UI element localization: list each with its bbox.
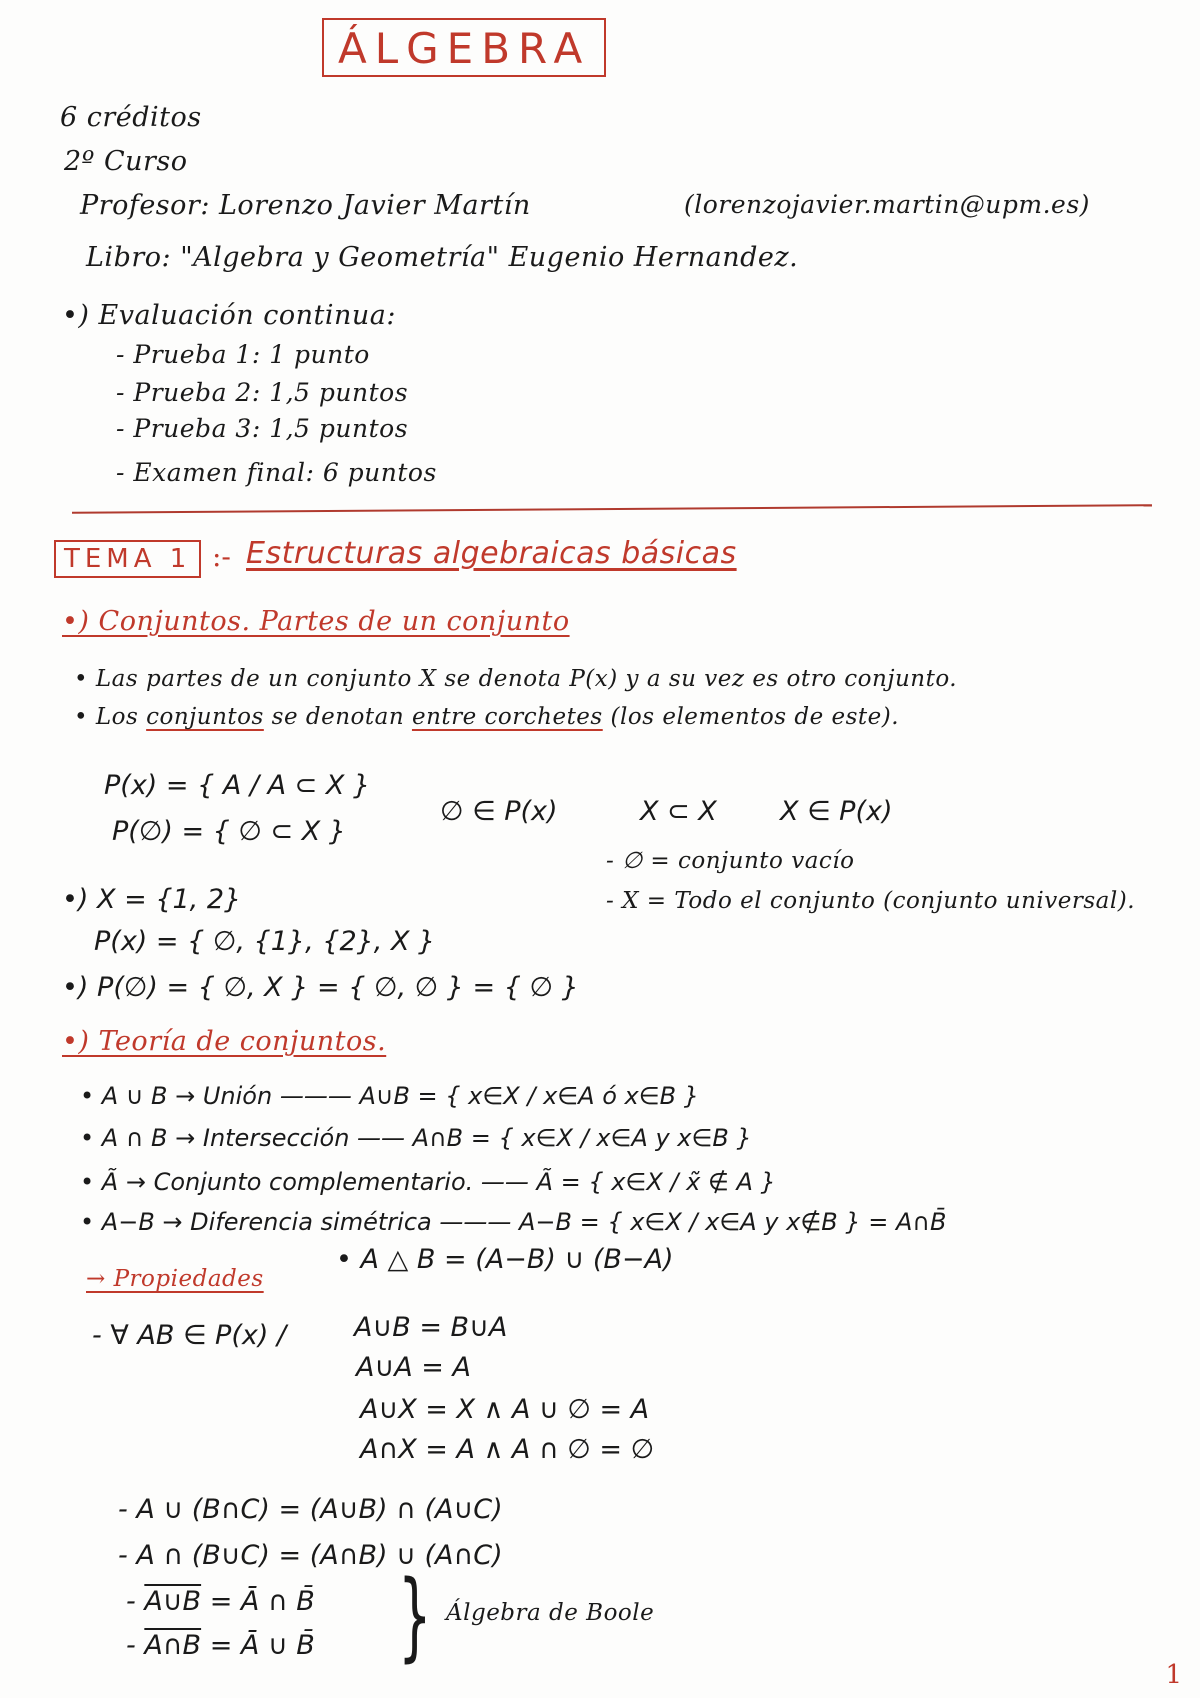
formula-x-subset: X ⊂ X: [640, 796, 717, 827]
def-union: • A ∪ B → Unión ——— A∪B = { x∈X / x∈A ó x∈B }: [80, 1082, 700, 1110]
brace-icon: }: [398, 1560, 432, 1672]
morgan-2-rhs: = Ā ∪ B̄: [209, 1630, 315, 1661]
morgan-1-lhs: A∪B: [144, 1586, 202, 1617]
course-text: 2º Curso: [64, 146, 188, 177]
def-diferencia: • A−B → Diferencia simétrica ——— A−B = { x∈X / x∈A y x∉B } = A∩B̄: [80, 1208, 947, 1236]
morgan-1-rhs: = Ā ∩ B̄: [209, 1586, 315, 1617]
tema-title: Estructuras algebraicas básicas: [246, 536, 737, 571]
bullet-underlined: conjuntos: [146, 704, 264, 730]
section-heading-text: •) Conjuntos. Partes de un conjunto: [62, 606, 570, 637]
distributiva-interseccion: - A ∩ (B∪C) = (A∩B) ∪ (A∩C): [118, 1540, 503, 1571]
boole-label: Álgebra de Boole: [446, 1600, 655, 1626]
evaluation-item: - Examen final: 6 puntos: [116, 458, 437, 487]
page-title: ÁLGEBRA: [322, 18, 606, 77]
morgan-2: - A∩B = Ā ∪ B̄: [126, 1630, 315, 1661]
propiedades-label: [86, 1266, 264, 1292]
book-text: Libro: "Algebra y Geometría" Eugenio Hernandez.: [86, 242, 799, 273]
example-partes-x: P(x) = { ∅, {1}, {2}, X }: [94, 926, 436, 957]
def-interseccion: • A ∩ B → Intersección —— A∩B = { x∈X / x∈A y x∈B }: [80, 1124, 752, 1152]
bullet-corchetes: [74, 704, 899, 730]
distributiva-union: - A ∪ (B∩C) = (A∪B) ∩ (A∪C): [118, 1494, 503, 1525]
section-heading-text: •) Teoría de conjuntos.: [62, 1026, 387, 1057]
evaluation-item: - Prueba 2: 1,5 puntos: [116, 378, 409, 407]
credits-text: 6 créditos: [60, 102, 202, 133]
bullet-text: • Los: [74, 704, 147, 730]
page-number: 1: [1165, 1660, 1182, 1690]
example-x: •) X = {1, 2}: [62, 884, 242, 915]
professor-email: (lorenzojavier.martin@upm.es): [684, 190, 1090, 219]
formula-partes: P(x) = { A / A ⊂ X }: [104, 770, 371, 801]
evaluation-heading: •) Evaluación continua:: [62, 300, 396, 331]
formula-vacio-pertenece: ∅ ∈ P(x): [440, 796, 558, 827]
section-divider: [72, 504, 1152, 514]
bullet-partes: • Las partes de un conjunto X se denota P(x) y a su vez es otro conjunto.: [74, 666, 958, 692]
propiedad-union-universal: A∪X = X ∧ A ∪ ∅ = A: [360, 1394, 650, 1425]
professor-text: Profesor: Lorenzo Javier Martín: [80, 190, 531, 221]
tema-separator: :-: [212, 540, 231, 573]
morgan-2-lhs: A∩B: [144, 1630, 202, 1661]
bullet-text: se denotan: [263, 704, 412, 730]
propiedad-forall: - ∀ AB ∈ P(x) /: [92, 1320, 287, 1351]
evaluation-item: - Prueba 1: 1 punto: [116, 340, 370, 369]
example-partes-vacio: •) P(∅) = { ∅, X } = { ∅, ∅ } = { ∅ }: [62, 972, 579, 1003]
tema-label: TEMA 1: [54, 540, 201, 578]
propiedades-text: → Propiedades: [86, 1266, 264, 1292]
propiedad-interseccion-universal: A∩X = A ∧ A ∩ ∅ = ∅: [360, 1434, 655, 1465]
bullet-text: (los elementos de este).: [602, 704, 900, 730]
section-heading-teoria: [62, 1026, 386, 1057]
section-heading-conjuntos: [62, 606, 570, 637]
def-diferencia-simetrica: • A △ B = (A−B) ∪ (B−A): [336, 1244, 674, 1275]
propiedad-idempotente: A∪A = A: [356, 1352, 471, 1383]
note-conjunto-universal: - X = Todo el conjunto (conjunto universal).: [606, 888, 1136, 914]
def-complementario: • Ã → Conjunto complementario. —— Ã = { x∈X / x̃ ∉ A }: [80, 1168, 776, 1196]
bullet-underlined: entre corchetes: [411, 704, 603, 730]
morgan-1: - A∪B = Ā ∩ B̄: [126, 1586, 315, 1617]
note-conjunto-vacio: - ∅ = conjunto vacío: [606, 848, 855, 874]
formula-x-pertenece: X ∈ P(x): [780, 796, 893, 827]
formula-partes-vacio: P(∅) = { ∅ ⊂ X }: [112, 816, 346, 847]
propiedad-conmutativa: A∪B = B∪A: [354, 1312, 508, 1343]
evaluation-item: - Prueba 3: 1,5 puntos: [116, 414, 409, 443]
